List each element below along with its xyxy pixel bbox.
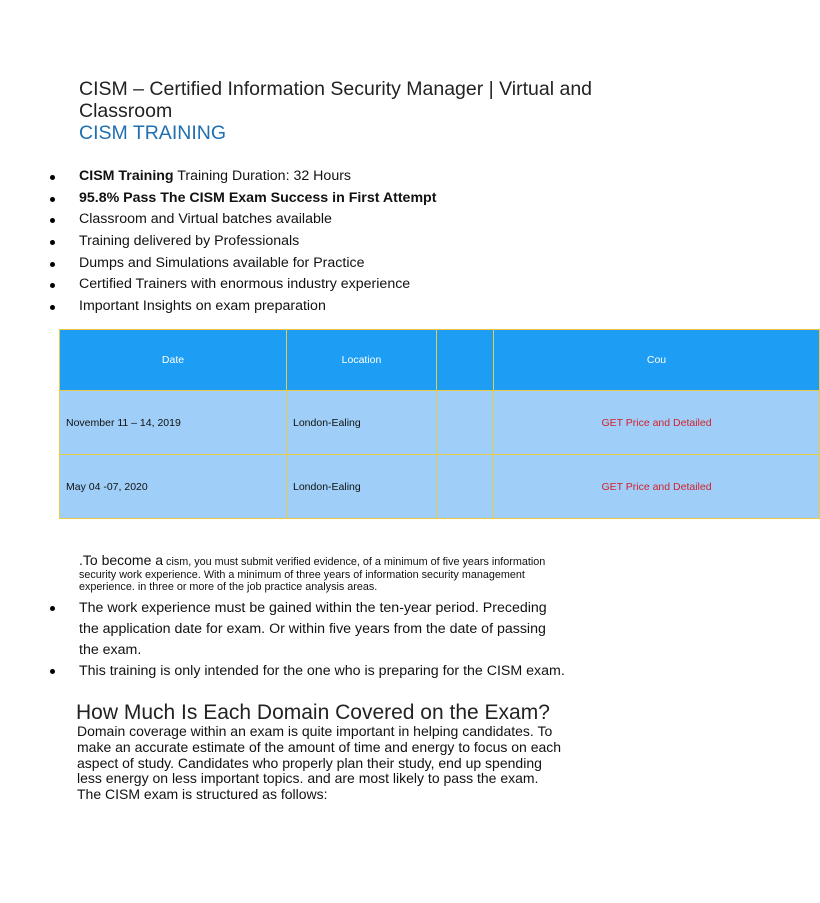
cell-date: November 11 – 14, 2019	[60, 391, 287, 455]
list-item: Dumps and Simulations available for Practice	[38, 253, 598, 275]
cell-blank	[437, 391, 494, 455]
header-date: Date	[60, 330, 287, 391]
list-item: The work experience must be gained within the ten-year period. Preceding the application date for exam. Or within five years from the date of passing the exam.	[38, 598, 568, 661]
list-item: 95.8% Pass The CISM Exam Success in First Attempt	[38, 188, 598, 210]
list-item: Important Insights on exam preparation	[38, 296, 598, 318]
requirement-lead: .To become a	[79, 552, 164, 568]
cell-location: London-Ealing	[287, 455, 437, 519]
section-heading: How Much Is Each Domain Covered on the Exam?	[76, 701, 550, 724]
schedule-table-wrapper	[59, 329, 712, 519]
section-paragraph: Domain coverage within an exam is quite important in helping candidates. To make an accurate estimate of the amount of time and energy to focus on each aspect of study. Candidates who properly plan their study, end up spending less energy on less important topics. and are most likely to pass the exam.	[77, 723, 562, 787]
requirement-paragraph	[79, 554, 549, 594]
notes-list	[38, 598, 568, 682]
requirement-text: cism, you must submit verified evidence, of a minimum of five years information security work experience. With a minimum of three years of information security management experience. in three or more of the job practice analysis areas.	[79, 556, 546, 593]
get-price-link[interactable]: GET Price and Detailed	[494, 391, 820, 455]
list-item: Certified Trainers with enormous industry experience	[38, 274, 598, 296]
table-row	[60, 391, 820, 455]
title-main: CISM – Certified Information Security Manager | Virtual and Classroom	[79, 78, 593, 122]
header-course: Cou	[494, 330, 820, 391]
table-row	[60, 455, 820, 519]
section-body	[77, 724, 567, 803]
header-blank	[437, 330, 494, 391]
page-title	[79, 78, 599, 144]
list-item: This training is only intended for the one who is preparing for the CISM exam.	[38, 661, 568, 682]
cell-date: May 04 -07, 2020	[60, 455, 287, 519]
cell-location: London-Ealing	[287, 391, 437, 455]
cell-blank	[437, 455, 494, 519]
header-location: Location	[287, 330, 437, 391]
list-item: CISM Training Training Duration: 32 Hours	[38, 166, 598, 188]
structure-line: The CISM exam is structured as follows:	[77, 786, 328, 803]
list-item: Classroom and Virtual batches available	[38, 209, 598, 231]
title-sub: CISM TRAINING	[79, 122, 226, 144]
feature-list	[38, 166, 598, 318]
get-price-link[interactable]: GET Price and Detailed	[494, 455, 820, 519]
table-header-row	[60, 330, 820, 391]
list-item: Training delivered by Professionals	[38, 231, 598, 253]
schedule-table	[59, 329, 820, 519]
